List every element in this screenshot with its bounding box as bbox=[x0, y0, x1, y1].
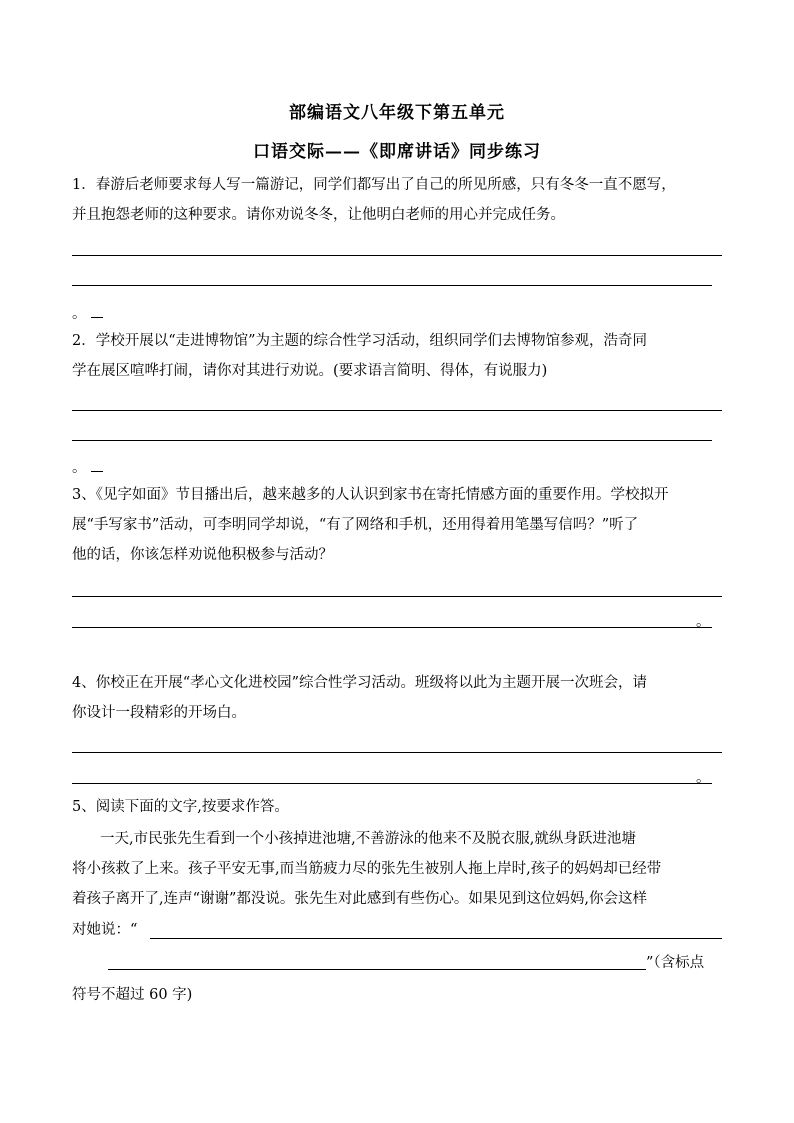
short-rule bbox=[91, 471, 103, 472]
question-4-text bbox=[72, 668, 722, 728]
page-title: 部编语文八年级下第五单元 bbox=[289, 103, 505, 123]
word-limit-note: 符号不超过 60 字) bbox=[72, 987, 193, 1003]
question-2-number: 2． bbox=[72, 333, 96, 349]
answer-line[interactable] bbox=[72, 440, 712, 441]
answer-line[interactable] bbox=[108, 969, 646, 970]
question-1-line-2: 并且抱怨老师的这种要求。请你劝说冬冬，让他明白老师的用心并完成任务。 bbox=[72, 207, 565, 223]
question-4-line-2: 你设计一段精彩的开场白。 bbox=[72, 705, 246, 721]
answer-line[interactable] bbox=[72, 627, 712, 628]
question-3-line-2: 展“手写家书”活动，可李明同学却说，“有了网络和手机，还用得着用笔墨写信吗？”听了 bbox=[72, 517, 639, 533]
question-4-end-mark: 。 bbox=[696, 770, 711, 786]
answer-line[interactable] bbox=[72, 255, 722, 256]
question-4-line-1: 你校正在开展“孝心文化进校园”综合性学习活动。班级将以此为主题开展一次班会，请 bbox=[95, 675, 648, 691]
page-subtitle: 口语交际——《即席讲话》同步练习 bbox=[253, 142, 541, 162]
question-3-text bbox=[72, 480, 722, 570]
question-2-line-1: 学校开展以“走进博物馆”为主题的综合性学习活动，组织同学们去博物馆参观，浩奇同 bbox=[95, 333, 648, 349]
question-5-number: 5、 bbox=[72, 799, 96, 815]
answer-line[interactable] bbox=[72, 752, 722, 753]
answer-line[interactable] bbox=[72, 596, 722, 597]
close-quote-note: ”（含标点 bbox=[646, 955, 705, 971]
answer-line[interactable] bbox=[72, 285, 712, 286]
answer-prompt: 对她说：“ bbox=[72, 922, 138, 938]
question-5-instruction: 阅读下面的文字,按要求作答。 bbox=[95, 799, 289, 815]
answer-line[interactable] bbox=[150, 938, 722, 939]
question-1-end-mark bbox=[72, 302, 103, 323]
passage-line-1: 一天,市民张先生看到一个小孩掉进池塘,不善游泳的他来不及脱衣服,就纵身跃进池塘 bbox=[100, 831, 636, 847]
question-2-end-mark bbox=[72, 456, 103, 477]
answer-line[interactable] bbox=[72, 783, 712, 784]
question-1-line-1: 春游后老师要求每人写一篇游记，同学们都写出了自己的所见所感，只有冬冬一直不愿写， bbox=[95, 177, 676, 193]
answer-line[interactable] bbox=[72, 410, 722, 411]
question-1-text bbox=[72, 170, 722, 230]
passage-line-2: 将小孩救了上来。孩子平安无事,而当筋疲力尽的张先生被别人拖上岸时,孩子的妈妈却已经带 bbox=[72, 861, 662, 877]
period-mark: 。 bbox=[72, 460, 87, 476]
short-rule bbox=[91, 317, 103, 318]
question-3-line-3: 他的话，你该怎样劝说他积极参与活动？ bbox=[72, 547, 333, 563]
period-mark: 。 bbox=[72, 306, 87, 322]
question-3-end-mark: 。 bbox=[696, 614, 711, 630]
question-4-number: 4、 bbox=[72, 675, 96, 691]
question-3-line-1: 《见字如面》节目播出后，越来越多的人认识到家书在寄托情感方面的重要作用。学校拟开 bbox=[95, 487, 669, 503]
question-3-number: 3、 bbox=[72, 487, 96, 503]
passage-line-3: 着孩子离开了,连声“谢谢”都没说。张先生对此感到有些伤心。如果见到这位妈妈,你会这样 bbox=[72, 891, 648, 907]
question-2-text bbox=[72, 326, 722, 386]
question-1-number: 1． bbox=[72, 177, 96, 193]
question-5-heading bbox=[72, 792, 722, 822]
question-2-line-2: 学在展区喧哗打闹，请你对其进行劝说。(要求语言简明、得体，有说服力) bbox=[72, 363, 548, 379]
